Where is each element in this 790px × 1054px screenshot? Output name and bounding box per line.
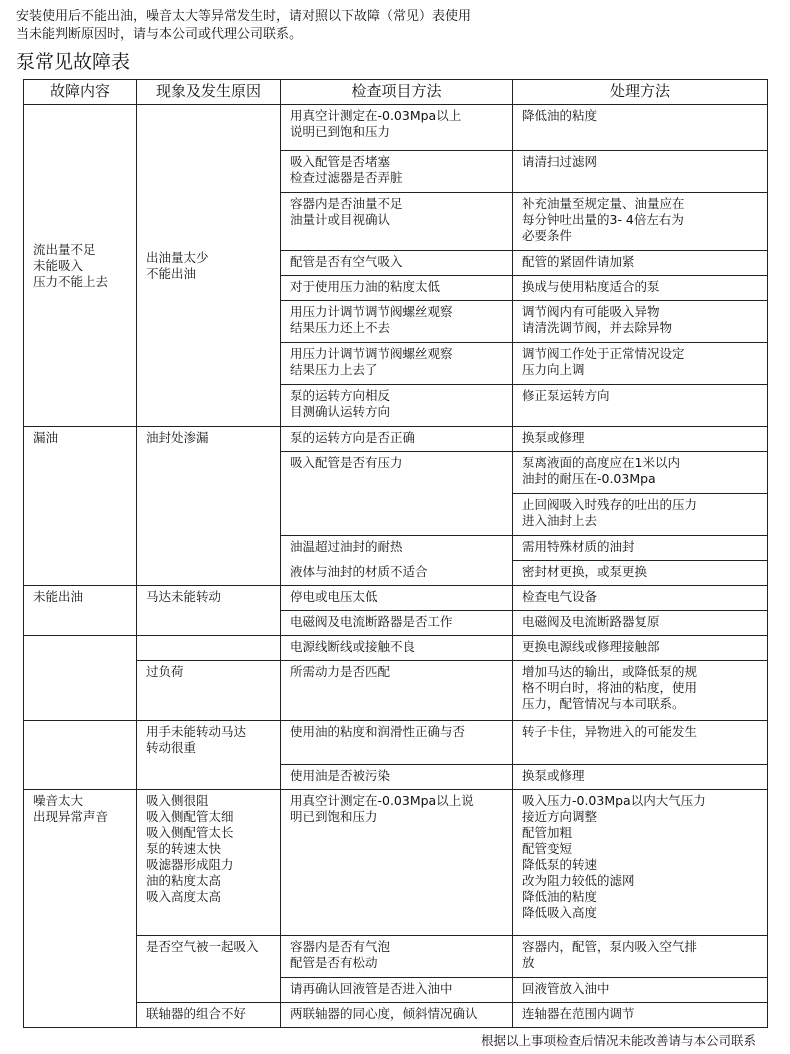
check-cell: 用压力计调节调节阀螺丝观察 结果压力还上不去 xyxy=(281,301,513,343)
cause-cell: 油封处渗漏 xyxy=(137,427,281,586)
fix-cell: 吸入压力-0.03Mpa以内大气压力 接近方向调整 配管加粗 配管变短 降低泵的转速 改为阻力较低的滤网 降低油的粘度 降低吸入高度 xyxy=(513,790,768,936)
table-row xyxy=(24,636,768,661)
fix-cell: 更换电源线或修理接触部 xyxy=(513,636,768,661)
fix-cell: 调节阀内有可能吸入异物 请清洗调节阀，并去除异物 xyxy=(513,301,768,343)
fix-cell: 补充油量至规定量、油量应在 每分钟吐出量的3- 4倍左右为 必要条件 xyxy=(513,193,768,251)
fix-cell: 容器内，配管，泵内吸入空气排 放 xyxy=(513,936,768,978)
fix-cell: 换成与使用粘度适合的泵 xyxy=(513,276,768,301)
cause-cell: 吸入侧很阻 吸入侧配管太细 吸入侧配管太长 泵的转速太快 吸滤器形成阻力 油的粘度太高 吸入高度太高 xyxy=(137,790,281,936)
page-title: 泵常见故障表 xyxy=(16,51,131,73)
fix-cell: 配管的紧固件请加紧 xyxy=(513,251,768,276)
cause-cell: 用手未能转动马达 转动很重 xyxy=(137,721,281,790)
header-fault: 故障内容 xyxy=(24,80,137,105)
fault-cell xyxy=(24,636,137,721)
check-cell: 配管是否有空气吸入 xyxy=(281,251,513,276)
check-cell: 用真空计测定在-0.03Mpa以上说 明已到饱和压力 xyxy=(281,790,513,936)
fix-cell: 需用特殊材质的油封 xyxy=(513,536,768,561)
check-cell: 两联轴器的同心度，倾斜情况确认 xyxy=(281,1003,513,1028)
fault-cell: 噪音太大 出现异常声音 xyxy=(24,790,137,1028)
header-cause: 现象及发生原因 xyxy=(137,80,281,105)
check-cell: 容器内是否油量不足 油量计或目视确认 xyxy=(281,193,513,251)
check-cell: 电磁阀及电流断路器是否工作 xyxy=(281,611,513,636)
header-check: 检查项目方法 xyxy=(281,80,513,105)
fix-cell: 检查电气设备 xyxy=(513,586,768,611)
fix-cell: 换泵或修理 xyxy=(513,427,768,452)
cause-cell: 马达未能转动 xyxy=(137,586,281,636)
fix-cell: 回液管放入油中 xyxy=(513,978,768,1003)
fix-cell: 转子卡住，异物进入的可能发生 xyxy=(513,721,768,765)
check-cell: 吸入配管是否堵塞 检查过滤器是否弄脏 xyxy=(281,151,513,193)
fix-cell: 止回阀吸入时残存的吐出的压力 进入油封上去 xyxy=(513,494,768,536)
fix-cell: 密封材更换，或泵更换 xyxy=(513,561,768,586)
table-row xyxy=(24,721,768,765)
cause-cell: 是否空气被一起吸入 xyxy=(137,936,281,1003)
fault-table xyxy=(23,79,768,1028)
fix-cell: 电磁阀及电流断路器复原 xyxy=(513,611,768,636)
fault-cell xyxy=(24,721,137,790)
check-cell: 请再确认回液管是否进入油中 xyxy=(281,978,513,1003)
table-row xyxy=(24,790,768,936)
check-cell: 容器内是否有气泡 配管是否有松动 xyxy=(281,936,513,978)
check-cell: 泵的运转方向相反 目测确认运转方向 xyxy=(281,385,513,427)
fault-cell: 未能出油 xyxy=(24,586,137,636)
fix-cell: 请清扫过滤网 xyxy=(513,151,768,193)
check-cell: 停电或电压太低 xyxy=(281,586,513,611)
intro-text xyxy=(16,8,471,44)
cause-cell xyxy=(137,636,281,661)
check-cell: 用真空计测定在-0.03Mpa以上 说明已到饱和压力 xyxy=(281,105,513,151)
check-cell: 油温超过油封的耐热 xyxy=(281,536,513,561)
check-cell: 使用油的粘度和润滑性正确与否 xyxy=(281,721,513,765)
table-header-row xyxy=(24,80,768,105)
check-cell: 液体与油封的材质不适合 xyxy=(281,561,513,586)
check-cell: 使用油是否被污染 xyxy=(281,765,513,790)
fault-cell: 流出量不足 未能吸入 压力不能上去 xyxy=(24,105,137,427)
check-cell: 所需动力是否匹配 xyxy=(281,661,513,721)
cause-cell: 过负荷 xyxy=(137,661,281,721)
intro-line-2: 当未能判断原因时，请与本公司或代理公司联系。 xyxy=(16,27,303,42)
fault-cell: 漏油 xyxy=(24,427,137,586)
fix-cell: 换泵或修理 xyxy=(513,765,768,790)
footer-note: 根据以上事项检查后情况未能改善请与本公司联系 xyxy=(480,1033,756,1048)
fix-cell: 增加马达的输出，或降低泵的规 格不明白时，将油的粘度，使用 压力，配管情况与本司联系。 xyxy=(513,661,768,721)
fix-cell: 调节阀工作处于正常情况设定 压力向上调 xyxy=(513,343,768,385)
check-cell: 用压力计调节调节阀螺丝观察 结果压力上去了 xyxy=(281,343,513,385)
header-fix: 处理方法 xyxy=(513,80,768,105)
fix-cell: 连轴器在范围内调节 xyxy=(513,1003,768,1028)
table-row xyxy=(24,105,768,151)
table-row xyxy=(24,586,768,611)
check-cell: 对于使用压力油的粘度太低 xyxy=(281,276,513,301)
intro-line-1: 安装使用后不能出油，噪音太大等异常发生时，请对照以下故障（常见）表使用 xyxy=(16,9,472,24)
cause-cell: 联轴器的组合不好 xyxy=(137,1003,281,1028)
check-cell: 泵的运转方向是否正确 xyxy=(281,427,513,452)
table-row xyxy=(24,427,768,452)
fix-cell: 修正泵运转方向 xyxy=(513,385,768,427)
cause-cell: 出油量太少 不能出油 xyxy=(137,105,281,427)
fix-cell: 降低油的粘度 xyxy=(513,105,768,151)
check-cell: 电源线断线或接触不良 xyxy=(281,636,513,661)
fix-cell: 泵离液面的高度应在1米以内 油封的耐压在-0.03Mpa xyxy=(513,452,768,494)
check-cell: 吸入配管是否有压力 xyxy=(281,452,513,536)
